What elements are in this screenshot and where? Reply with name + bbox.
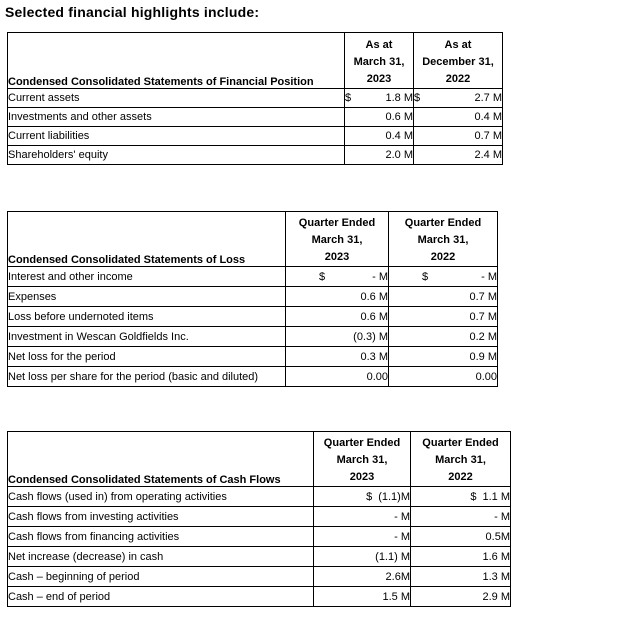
header-row [8, 33, 503, 89]
value-cell [411, 567, 511, 587]
currency-symbol: $ [422, 270, 429, 283]
value: 0.7 M [469, 310, 497, 323]
value-cell [345, 127, 414, 146]
period-line: 2023 [349, 471, 375, 483]
value: 0.7 M [474, 130, 502, 142]
financial-position-table [7, 32, 503, 165]
value: 0.2 M [469, 330, 497, 343]
period-line: March 31, [417, 234, 469, 246]
value: 1.8 M [385, 92, 413, 104]
value-cell [286, 287, 389, 307]
value: (0.3) M [353, 330, 388, 343]
value: 1.6 M [482, 550, 510, 563]
table-caption: Condensed Consolidated Statements of Financial Position [8, 33, 345, 89]
row-label: Net loss for the period [8, 347, 286, 367]
period-header-2022 [414, 33, 503, 89]
value: - M [394, 530, 410, 543]
currency-symbol: $ [319, 270, 326, 283]
row-label: Cash – beginning of period [8, 567, 314, 587]
value: (1.1) M [375, 550, 410, 563]
value: 1.3 M [482, 570, 510, 583]
value: - M [372, 270, 388, 283]
value: 2.0 M [385, 149, 413, 161]
period-header-2023 [314, 432, 411, 487]
value: - M [494, 510, 510, 523]
header-row [8, 212, 498, 267]
value-cell [389, 287, 498, 307]
table-row [8, 507, 511, 527]
value-cell [411, 487, 511, 507]
value-cell [345, 89, 414, 108]
value: 0.00 [475, 370, 497, 383]
value-cell [411, 507, 511, 527]
value: 0.4 M [385, 130, 413, 142]
value: 1.1 M [482, 490, 510, 503]
table-row [8, 587, 511, 607]
period-line: Quarter Ended [422, 437, 499, 449]
row-label: Cash – end of period [8, 587, 314, 607]
row-label: Net loss per share for the period (basic and diluted) [8, 367, 286, 387]
table-row [8, 127, 503, 146]
value: 2.6M [385, 570, 410, 583]
row-label: Investments and other assets [8, 108, 345, 127]
period-line: March 31, [353, 56, 405, 68]
table-row [8, 347, 498, 367]
value: 0.9 M [469, 350, 497, 363]
value-cell [414, 146, 503, 165]
table-row [8, 487, 511, 507]
value-cell [414, 127, 503, 146]
period-line: 2023 [324, 251, 350, 263]
value: 0.3 M [360, 350, 388, 363]
value-cell [286, 307, 389, 327]
value-cell [389, 307, 498, 327]
row-label: Cash flows from financing activities [8, 527, 314, 547]
value-cell [286, 267, 389, 287]
table-row [8, 307, 498, 327]
page-title: Selected financial highlights include: [5, 4, 260, 20]
table-row [8, 146, 503, 165]
period-line: 2022 [445, 73, 471, 85]
value: 0.00 [366, 370, 388, 383]
value-cell [345, 146, 414, 165]
value-cell [286, 347, 389, 367]
row-label: Expenses [8, 287, 286, 307]
table-row [8, 527, 511, 547]
value-cell [411, 547, 511, 567]
row-label: Current liabilities [8, 127, 345, 146]
value: 2.4 M [474, 149, 502, 161]
row-label: Cash flows (used in) from operating activities [8, 487, 314, 507]
row-label: Current assets [8, 89, 345, 108]
period-line: As at [365, 39, 393, 51]
period-line: As at [444, 39, 472, 51]
value: 0.7 M [469, 290, 497, 303]
value: (1.1)M [378, 490, 410, 503]
value-cell [389, 327, 498, 347]
value-cell [286, 327, 389, 347]
period-line: 2022 [430, 251, 456, 263]
value: 1.5 M [382, 590, 410, 603]
value: 2.7 M [474, 92, 502, 104]
currency-symbol: $ [366, 490, 373, 503]
value: 0.6 M [360, 290, 388, 303]
period-line: 2023 [366, 73, 392, 85]
value-cell [314, 527, 411, 547]
row-label: Shareholders' equity [8, 146, 345, 165]
value-cell [314, 587, 411, 607]
period-header-2022 [411, 432, 511, 487]
period-line: December 31, [422, 56, 494, 68]
period-line: 2022 [448, 471, 473, 483]
table-row [8, 547, 511, 567]
value: 0.4 M [474, 111, 502, 123]
value: 2.9 M [482, 590, 510, 603]
value-cell [414, 89, 503, 108]
period-line: Quarter Ended [404, 217, 482, 229]
row-label: Cash flows from investing activities [8, 507, 314, 527]
value: - M [394, 510, 410, 523]
table-row [8, 567, 511, 587]
value-cell [345, 108, 414, 127]
period-line: March 31, [311, 234, 363, 246]
value-cell [414, 108, 503, 127]
statements-of-loss-table [7, 211, 498, 387]
period-header-2023 [345, 33, 414, 89]
period-line: Quarter Ended [298, 217, 376, 229]
value-cell [314, 567, 411, 587]
table-row [8, 287, 498, 307]
table-row [8, 89, 503, 108]
period-line: March 31, [435, 454, 486, 466]
value: 0.5M [485, 530, 510, 543]
document-page [0, 4, 634, 618]
header-row [8, 432, 511, 487]
table-row [8, 327, 498, 347]
value-cell [411, 527, 511, 547]
table-row [8, 267, 498, 287]
table-caption: Condensed Consolidated Statements of Loss [8, 212, 286, 267]
currency-symbol: $ [414, 92, 421, 104]
cash-flows-table [7, 431, 511, 607]
table-row [8, 108, 503, 127]
value-cell [411, 587, 511, 607]
value-cell [389, 347, 498, 367]
row-label: Interest and other income [8, 267, 286, 287]
value-cell [389, 267, 498, 287]
period-header-2023 [286, 212, 389, 267]
table-row [8, 367, 498, 387]
period-header-2022 [389, 212, 498, 267]
value: 0.6 M [385, 111, 413, 123]
period-line: Quarter Ended [323, 437, 401, 449]
row-label: Net increase (decrease) in cash [8, 547, 314, 567]
value-cell [286, 367, 389, 387]
value-cell [314, 547, 411, 567]
period-line: March 31, [336, 454, 388, 466]
value: - M [481, 270, 497, 283]
currency-symbol: $ [345, 92, 352, 104]
row-label: Investment in Wescan Goldfields Inc. [8, 327, 286, 347]
value: 0.6 M [360, 310, 388, 323]
currency-symbol: $ [470, 490, 477, 503]
row-label: Loss before undernoted items [8, 307, 286, 327]
value-cell [389, 367, 498, 387]
value-cell [314, 507, 411, 527]
value-cell [314, 487, 411, 507]
table-caption: Condensed Consolidated Statements of Cash Flows [8, 432, 314, 487]
